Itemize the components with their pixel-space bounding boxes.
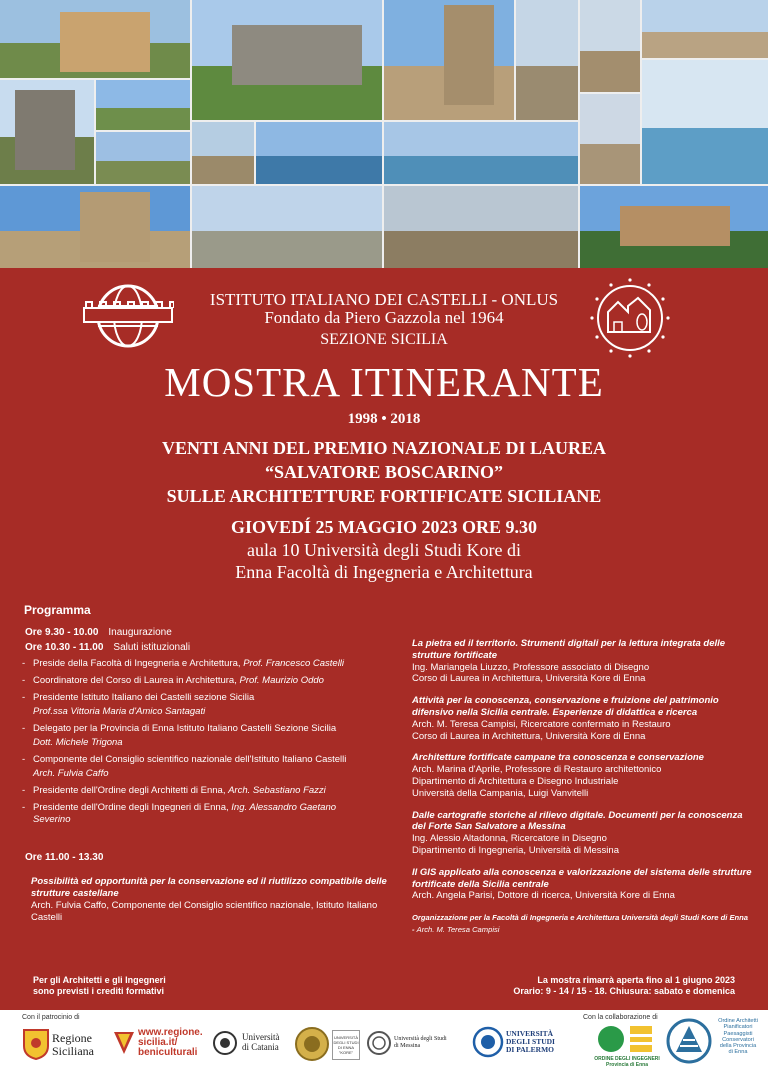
castle-photo-mosaic	[0, 0, 768, 268]
castle-photo	[96, 132, 190, 184]
unipa-logo	[506, 1030, 555, 1054]
logo-text: beniculturali	[138, 1047, 198, 1058]
castle-photo	[0, 0, 190, 78]
collaboration-label: Con la collaborazione di	[583, 1014, 658, 1021]
greeting-role: Presidente dell'Ordine degli Architetti di Enna,	[33, 785, 229, 796]
timeslot-time: Ore 9.30 - 10.00	[25, 627, 99, 638]
talk-title: Attività per la conoscenza, conservazione e fruizione del patrimonio difensivo nella Sicilia centrale. Esperienze di didattica e ricerca	[412, 695, 719, 718]
talk-item	[31, 876, 391, 924]
castle-photo	[642, 60, 768, 184]
greeting-name: Ing. Alessandro Gaetano Severino	[33, 802, 337, 825]
talk-speaker: Arch. Angela Parisi, Dottore di ricerca, Università Kore di Enna	[412, 890, 675, 902]
organization-name: Arch. M. Teresa Campisi	[416, 924, 500, 934]
logo-text: UNIVERSITÀ	[506, 1029, 554, 1038]
catania-seal-icon	[212, 1030, 238, 1056]
logo-text: Paesaggisti	[723, 1030, 753, 1037]
list-item	[22, 802, 353, 826]
logo-text: Provincia di Enna	[606, 1062, 648, 1068]
timeslot-label: Saluti istituzionali	[113, 642, 191, 653]
messina-seal-icon	[366, 1030, 392, 1056]
greeting-name: Prof. Francesco Castelli	[243, 658, 345, 669]
greeting-role: Coordinatore del Corso di Laurea in Architettura,	[33, 675, 240, 686]
greeting-role: Componente del Consiglio scientifico nazionale dell'Istituto Italiano Castelli	[33, 754, 347, 765]
talk-title: Possibilità ed opportunità per la conservazione ed il riutilizzo compatibile delle strutture castellane	[31, 876, 387, 899]
subtitle-line-1: VENTI ANNI DEL PREMIO NAZIONALE DI LAUREA	[161, 438, 607, 458]
kore-seal-icon	[294, 1026, 330, 1062]
greeting-name: Prof.ssa Vittoria Maria d'Amico Santagati	[33, 706, 206, 717]
talk-speaker: Ing. Mariangela Liuzzo, Professore associato di Disegno	[412, 661, 650, 673]
logo-text: di Catania	[242, 1042, 279, 1052]
castle-photo	[384, 0, 514, 120]
talk-item	[412, 638, 752, 685]
castle-photo	[580, 0, 640, 92]
event-years: 1998 • 2018	[347, 411, 421, 427]
logo-text: www.regione.	[138, 1027, 203, 1038]
sponsor-logos	[0, 1010, 768, 1072]
beni-culturali-icon	[112, 1030, 136, 1056]
castle-photo	[0, 186, 190, 268]
sezione-sicilia-logo	[588, 276, 672, 360]
logo-text: sicilia.it/	[138, 1037, 178, 1048]
opening-line: La mostra rimarrà aperta fino al 1 giugno 2023	[537, 975, 735, 985]
talk-speaker: Arch. Fulvia Caffo, Componente del Consiglio scientifico nazionale, Istituto Italiano Castelli	[31, 900, 378, 923]
talk-speaker: Arch. M. Teresa Campisi, Ricercatore confermato in Restauro	[412, 718, 671, 730]
talk-item	[412, 810, 752, 857]
list-item	[22, 785, 382, 797]
organization-label: Organizzazione per la Facoltà di Ingegneria e Architettura Università degli Studi Kore di Enna -	[412, 913, 749, 934]
logo-text: Ordine Architetti	[718, 1018, 758, 1024]
greeting-role: Delegato per la Provincia di Enna Istituto Italiano Castelli Sezione Sicilia	[33, 723, 337, 734]
talk-item	[412, 752, 752, 799]
talk-speaker: Arch. Marina d'Aprile, Professore di Restauro architettonico	[412, 764, 662, 776]
event-location-1: aula 10 Università degli Studi Kore di	[247, 540, 521, 560]
event-location-2: Enna Facoltà di Ingegneria e Architettura	[235, 562, 533, 582]
timeslot-time: Ore 10.30 - 11.00	[25, 642, 104, 653]
castle-photo	[580, 186, 768, 268]
palermo-seal-icon	[472, 1026, 504, 1058]
logo-text: di Enna	[728, 1049, 748, 1056]
talk-affiliation: Università della Campania, Luigi Vanvitelli	[412, 787, 589, 799]
opening-line: Orario: 9 - 14 / 15 - 18. Chiusura: sabato e domenica	[513, 986, 735, 996]
timeslot-inauguration	[25, 627, 172, 638]
greeting-role: Preside della Facoltà di Ingegneria e Architettura,	[33, 658, 244, 669]
logo-text: Conservatori	[722, 1036, 754, 1043]
talk-item	[412, 695, 752, 742]
organization-note	[412, 912, 752, 936]
beni-culturali-logo	[138, 1028, 203, 1058]
timeslot-greetings	[25, 642, 190, 653]
list-item	[22, 675, 382, 687]
greeting-name: Dott. Michele Trigona	[33, 737, 123, 748]
talks-list	[412, 638, 752, 936]
poster-panel	[0, 268, 768, 1010]
logo-text: della Provincia	[719, 1043, 757, 1050]
talk-title: Dalle cartografie storiche al rilievo digitale. Documenti per la conoscenza del Forte San Salvatore a Messina	[412, 809, 743, 833]
castle-photo	[192, 0, 382, 120]
list-item	[22, 658, 382, 670]
talk-title: Architetture fortificate campane tra conoscenza e conservazione	[412, 752, 704, 764]
greetings-list	[22, 658, 382, 831]
logo-text: Siciliana	[52, 1044, 94, 1058]
greeting-name: Prof. Maurizio Oddo	[239, 675, 324, 686]
castle-photo	[384, 122, 578, 184]
institute-name: ISTITUTO ITALIANO DEI CASTELLI - ONLUS	[209, 290, 559, 309]
castle-photo	[192, 122, 254, 184]
greeting-name: Arch. Fulvia Caffo	[33, 768, 109, 779]
castle-photo	[192, 186, 382, 268]
logo-text: ORDINE DEGLI INGEGNERI	[594, 1056, 660, 1062]
regione-siciliana-crest-icon	[22, 1028, 50, 1060]
talk-affiliation: Corso di Laurea in Architettura, Università Kore di Enna	[412, 730, 646, 742]
castle-photo	[96, 80, 190, 130]
timeslot-label: Inaugurazione	[108, 627, 172, 638]
castle-photo	[516, 0, 578, 120]
patronage-label: Con il patrocinio di	[22, 1014, 80, 1021]
greeting-name: Arch. Sebastiano Fazzi	[228, 785, 326, 796]
unime-logo	[394, 1036, 447, 1050]
logo-text: DI PALERMO	[506, 1045, 554, 1054]
ordine-architetti-logo	[714, 1018, 762, 1056]
founded-line: Fondato da Piero Gazzola nel 1964	[264, 308, 504, 327]
talk-speaker: Ing. Alessio Altadonna, Ricercatore in Disegno	[412, 833, 607, 845]
talk-affiliation: Corso di Laurea in Architettura, Università Kore di Enna	[412, 673, 646, 685]
opening-hours	[513, 975, 735, 997]
unict-logo	[242, 1032, 280, 1052]
logo-text: DEGLI STUDI	[506, 1037, 555, 1046]
credits-line: Per gli Architetti e gli Ingegneri	[33, 975, 166, 985]
castle-photo	[256, 122, 382, 184]
ordine-ingegneri-icon	[596, 1024, 656, 1054]
logo-text: Università degli Studi	[394, 1036, 447, 1042]
logo-text: di Messina	[394, 1043, 421, 1049]
logo-text: Regione	[52, 1031, 92, 1045]
greeting-role: Presidente dell'Ordine degli Ingegneri di Enna,	[33, 802, 232, 813]
castle-photo	[384, 186, 578, 268]
regione-siciliana-logo	[52, 1032, 94, 1058]
list-item	[22, 692, 382, 704]
logo-text: Università	[242, 1032, 280, 1042]
logo-text: Pianificatori	[723, 1024, 753, 1031]
ordine-ingegneri-logo	[588, 1056, 666, 1068]
list-item	[22, 723, 382, 735]
subtitle-line-3: SULLE ARCHITETTURE FORTIFICATE SICILIANE	[166, 486, 602, 506]
credits-note	[33, 975, 166, 997]
program-title: Programma	[24, 603, 91, 617]
event-title: MOSTRA ITINERANTE	[164, 359, 604, 405]
ordine-architetti-icon	[666, 1018, 712, 1064]
talk-item	[412, 867, 752, 902]
list-item	[22, 754, 382, 766]
castle-photo	[642, 0, 768, 58]
greeting-role: Presidente Istituto Italiano dei Castelli sezione Sicilia	[33, 692, 255, 703]
kore-logo: UNIVERSITÀ DEGLI STUDI DI ENNA "KORE"	[332, 1030, 360, 1060]
talk-title: La pietra ed il territorio. Strumenti digitali per la lettura integrata delle strutture fortificate	[412, 638, 726, 661]
talk-affiliation: Dipartimento di Ingegneria, Università di Messina	[412, 844, 619, 856]
credits-line: sono previsti i crediti formativi	[33, 986, 165, 996]
subtitle-line-2: “SALVATORE BOSCARINO”	[265, 462, 503, 482]
talk-title: Il GIS applicato alla conoscenza e valorizzazione del sistema delle strutture fortificate della Sicilia centrale	[412, 866, 752, 890]
timeslot-talks	[25, 852, 113, 863]
section-name: SEZIONE SICILIA	[320, 331, 448, 348]
castle-photo	[0, 80, 94, 184]
timeslot-time: Ore 11.00 - 13.30	[25, 852, 104, 863]
castle-photo	[580, 94, 640, 184]
talk-affiliation: Dipartimento di Architettura e Disegno Industriale	[412, 775, 619, 787]
event-date: GIOVEDÍ 25 MAGGIO 2023 ORE 9.30	[230, 517, 538, 537]
